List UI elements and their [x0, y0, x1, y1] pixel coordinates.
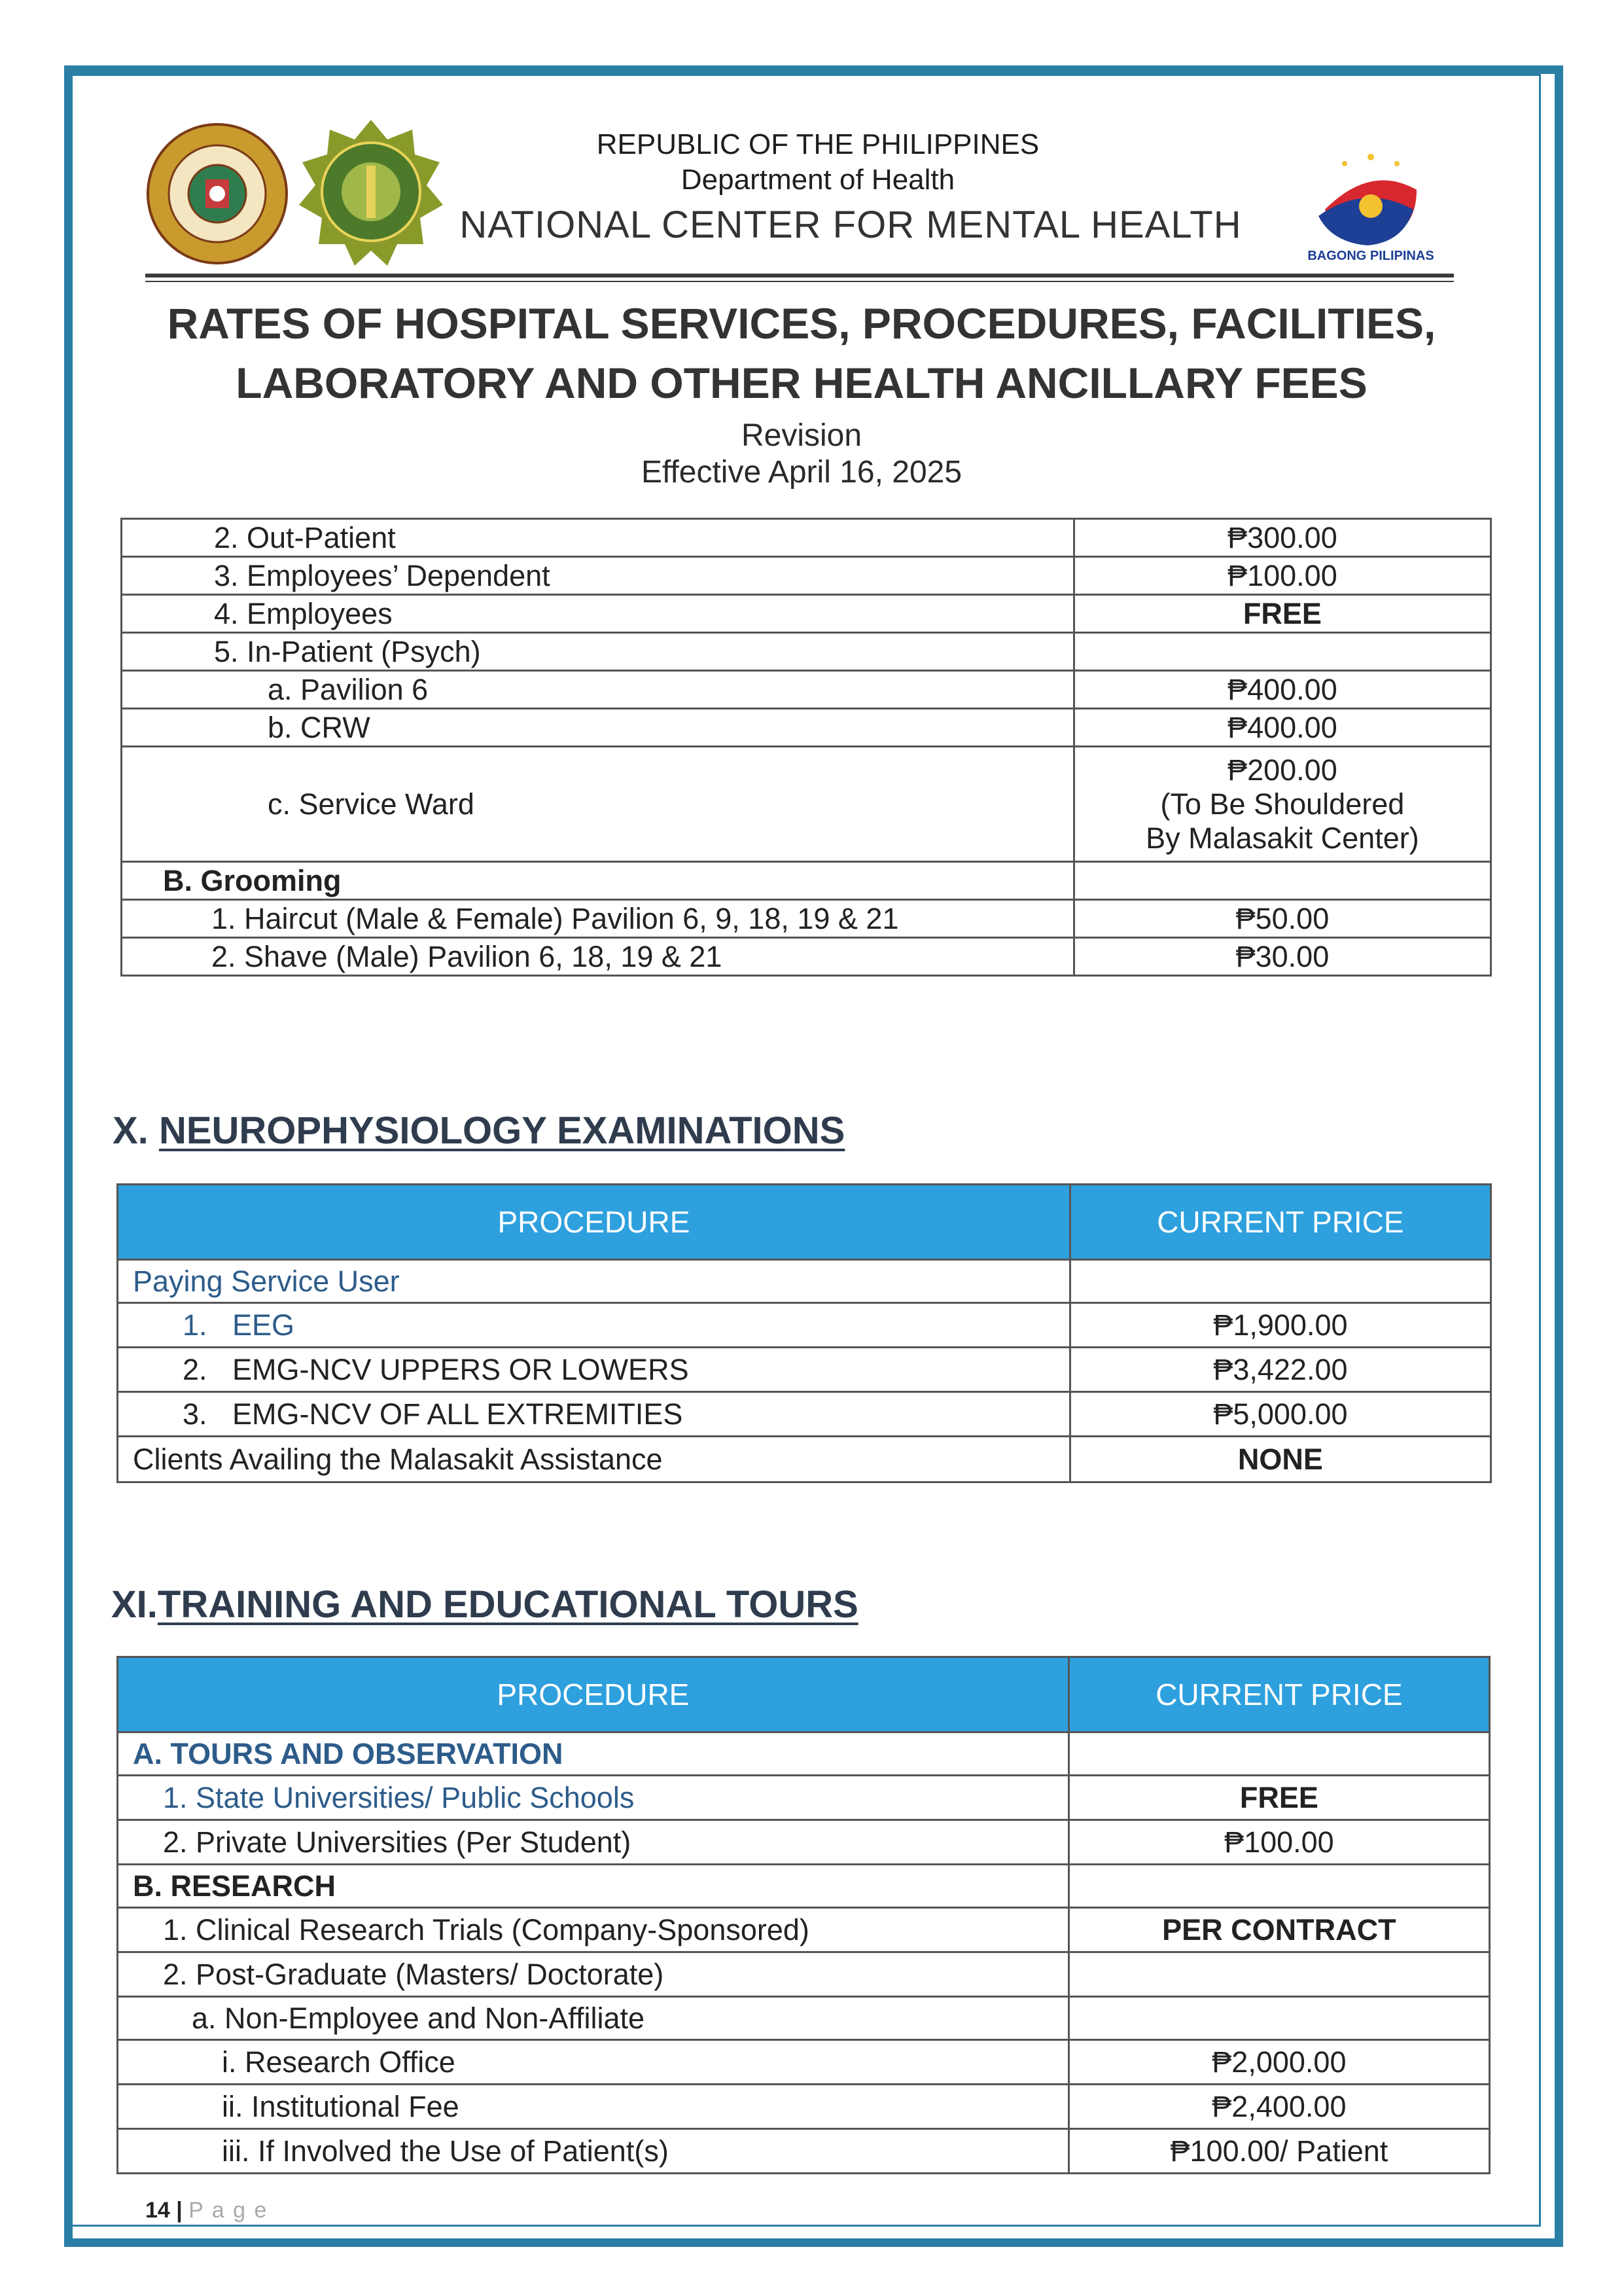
table-row: [118, 1348, 1491, 1392]
row-price: ₱50.00: [1074, 900, 1491, 938]
row-label: A. TOURS AND OBSERVATION: [118, 1732, 1069, 1776]
table-header-row: [118, 1657, 1490, 1732]
document-title-line1: RATES OF HOSPITAL SERVICES, PROCEDURES, FACILITIES,: [167, 299, 1436, 348]
row-label: i. Research Office: [118, 2040, 1069, 2085]
page-footer: [145, 2198, 268, 2223]
row-price: [1074, 862, 1491, 900]
table-row: [118, 1392, 1491, 1437]
row-label: B. Grooming: [122, 862, 1074, 900]
section-xi-heading: [111, 1583, 858, 1626]
header-rule: [145, 274, 1454, 278]
row-label: [118, 1348, 1070, 1392]
training-tours-table: [116, 1656, 1491, 2174]
table-row: [122, 595, 1491, 633]
row-price-note: (To Be Shouldered: [1160, 787, 1405, 821]
row-price: ₱2,400.00: [1068, 2085, 1489, 2129]
header-center: NATIONAL CENTER FOR MENTAL HEALTH: [459, 204, 1242, 246]
table-header-row: [118, 1185, 1491, 1260]
table-row: [122, 862, 1491, 900]
table-row: [118, 1952, 1490, 1997]
revision-label: Revision: [741, 418, 862, 453]
row-price: NONE: [1070, 1437, 1491, 1482]
row-price: ₱30.00: [1074, 938, 1491, 976]
table-row: [122, 747, 1491, 862]
table-row: [118, 2085, 1490, 2129]
row-label: c. Service Ward: [122, 747, 1074, 862]
table-row: [122, 938, 1491, 976]
row-label: 1. State Universities/ Public Schools: [118, 1776, 1069, 1820]
row-price: ₱1,900.00: [1070, 1303, 1491, 1348]
table-row: [118, 1437, 1491, 1482]
row-price: ₱100.00: [1068, 1820, 1489, 1865]
row-label: b. CRW: [122, 709, 1074, 747]
section-number: XI.: [111, 1583, 158, 1626]
rates-table-continued: [120, 518, 1492, 977]
table-row: [122, 900, 1491, 938]
table-row: [118, 1997, 1490, 2040]
row-price: [1068, 1732, 1489, 1776]
row-price: [1074, 633, 1491, 671]
table-row: [122, 519, 1491, 557]
table-row: [118, 1865, 1490, 1908]
row-price: ₱300.00: [1074, 519, 1491, 557]
row-price: FREE: [1068, 1776, 1489, 1820]
table-row: [118, 1260, 1491, 1303]
ncmh-seal-logo: [296, 117, 446, 267]
header-country: REPUBLIC OF THE PHILIPPINES: [596, 128, 1040, 160]
table-row: [122, 671, 1491, 709]
row-label: 2. Shave (Male) Pavilion 6, 18, 19 & 21: [122, 938, 1074, 976]
row-price: ₱2,000.00: [1068, 2040, 1489, 2085]
row-label: Paying Service User: [118, 1260, 1070, 1303]
row-label: Clients Availing the Malasakit Assistance: [118, 1437, 1070, 1482]
column-header-procedure: PROCEDURE: [118, 1185, 1070, 1260]
table-row: [122, 633, 1491, 671]
row-price: PER CONTRACT: [1068, 1908, 1489, 1952]
table-row: [118, 1908, 1490, 1952]
row-price: [1068, 1952, 1489, 1997]
row-text: EEG: [232, 1308, 295, 1342]
column-header-price: CURRENT PRICE: [1070, 1185, 1491, 1260]
row-label: 5. In-Patient (Psych): [122, 633, 1074, 671]
row-price-multiline: [1074, 747, 1491, 862]
row-label: 1. Haircut (Male & Female) Pavilion 6, 9, 18, 19 & 21: [122, 900, 1074, 938]
row-text: EMG-NCV UPPERS OR LOWERS: [232, 1352, 689, 1386]
row-label: [118, 1392, 1070, 1437]
column-header-procedure: PROCEDURE: [118, 1657, 1069, 1732]
table-row: [122, 557, 1491, 595]
column-header-price: CURRENT PRICE: [1068, 1657, 1489, 1732]
row-number: 3.: [183, 1397, 207, 1431]
document-title-line2: LABORATORY AND OTHER HEALTH ANCILLARY FEES: [236, 359, 1368, 407]
bagong-pilipinas-caption: BAGONG PILIPINAS: [1307, 249, 1434, 263]
row-label: 2. Post-Graduate (Masters/ Doctorate): [118, 1952, 1069, 1997]
row-price: [1070, 1260, 1491, 1303]
row-label: 2. Out-Patient: [122, 519, 1074, 557]
row-price: FREE: [1074, 595, 1491, 633]
row-label: a. Pavilion 6: [122, 671, 1074, 709]
footer-separator: |: [176, 2198, 183, 2223]
row-label: 1. Clinical Research Trials (Company-Sponsored): [118, 1908, 1069, 1952]
section-title: TRAINING AND EDUCATIONAL TOURS: [157, 1583, 858, 1626]
table-row: [118, 1303, 1491, 1348]
row-label: iii. If Involved the Use of Patient(s): [118, 2129, 1069, 2174]
row-label: 2. Private Universities (Per Student): [118, 1820, 1069, 1865]
doh-seal-logo: [145, 122, 289, 266]
row-number: 1.: [183, 1308, 207, 1342]
row-label: B. RESEARCH: [118, 1865, 1069, 1908]
section-title: NEUROPHYSIOLOGY EXAMINATIONS: [158, 1109, 845, 1152]
row-label: a. Non-Employee and Non-Affiliate: [118, 1997, 1069, 2040]
table-row: [118, 2129, 1490, 2174]
row-label: 3. Employees’ Dependent: [122, 557, 1074, 595]
table-row: [118, 1732, 1490, 1776]
row-number: 2.: [183, 1352, 207, 1386]
row-price: ₱100.00/ Patient: [1068, 2129, 1489, 2174]
page-word: P a g e: [188, 2198, 268, 2223]
header-rule-thin: [145, 281, 1454, 282]
row-price: ₱3,422.00: [1070, 1348, 1491, 1392]
row-price: [1068, 1997, 1489, 2040]
header-department: Department of Health: [680, 164, 955, 196]
table-row: [122, 709, 1491, 747]
row-price-note: By Malasakit Center): [1146, 821, 1419, 855]
row-price: ₱100.00: [1074, 557, 1491, 595]
row-label: 4. Employees: [122, 595, 1074, 633]
row-label: [118, 1303, 1070, 1348]
row-label: ii. Institutional Fee: [118, 2085, 1069, 2129]
page-number: 14: [145, 2198, 170, 2223]
table-row: [118, 2040, 1490, 2085]
effective-date: Effective April 16, 2025: [641, 455, 962, 490]
table-row: [118, 1820, 1490, 1865]
row-price: ₱5,000.00: [1070, 1392, 1491, 1437]
row-price: ₱400.00: [1074, 709, 1491, 747]
row-price: ₱400.00: [1074, 671, 1491, 709]
row-price: ₱200.00: [1227, 753, 1337, 787]
row-text: EMG-NCV OF ALL EXTREMITIES: [232, 1397, 683, 1431]
row-price: [1068, 1865, 1489, 1908]
neurophysiology-table: [116, 1183, 1492, 1483]
table-row: [118, 1776, 1490, 1820]
section-x-heading: [113, 1109, 845, 1153]
section-number: X.: [113, 1109, 149, 1152]
